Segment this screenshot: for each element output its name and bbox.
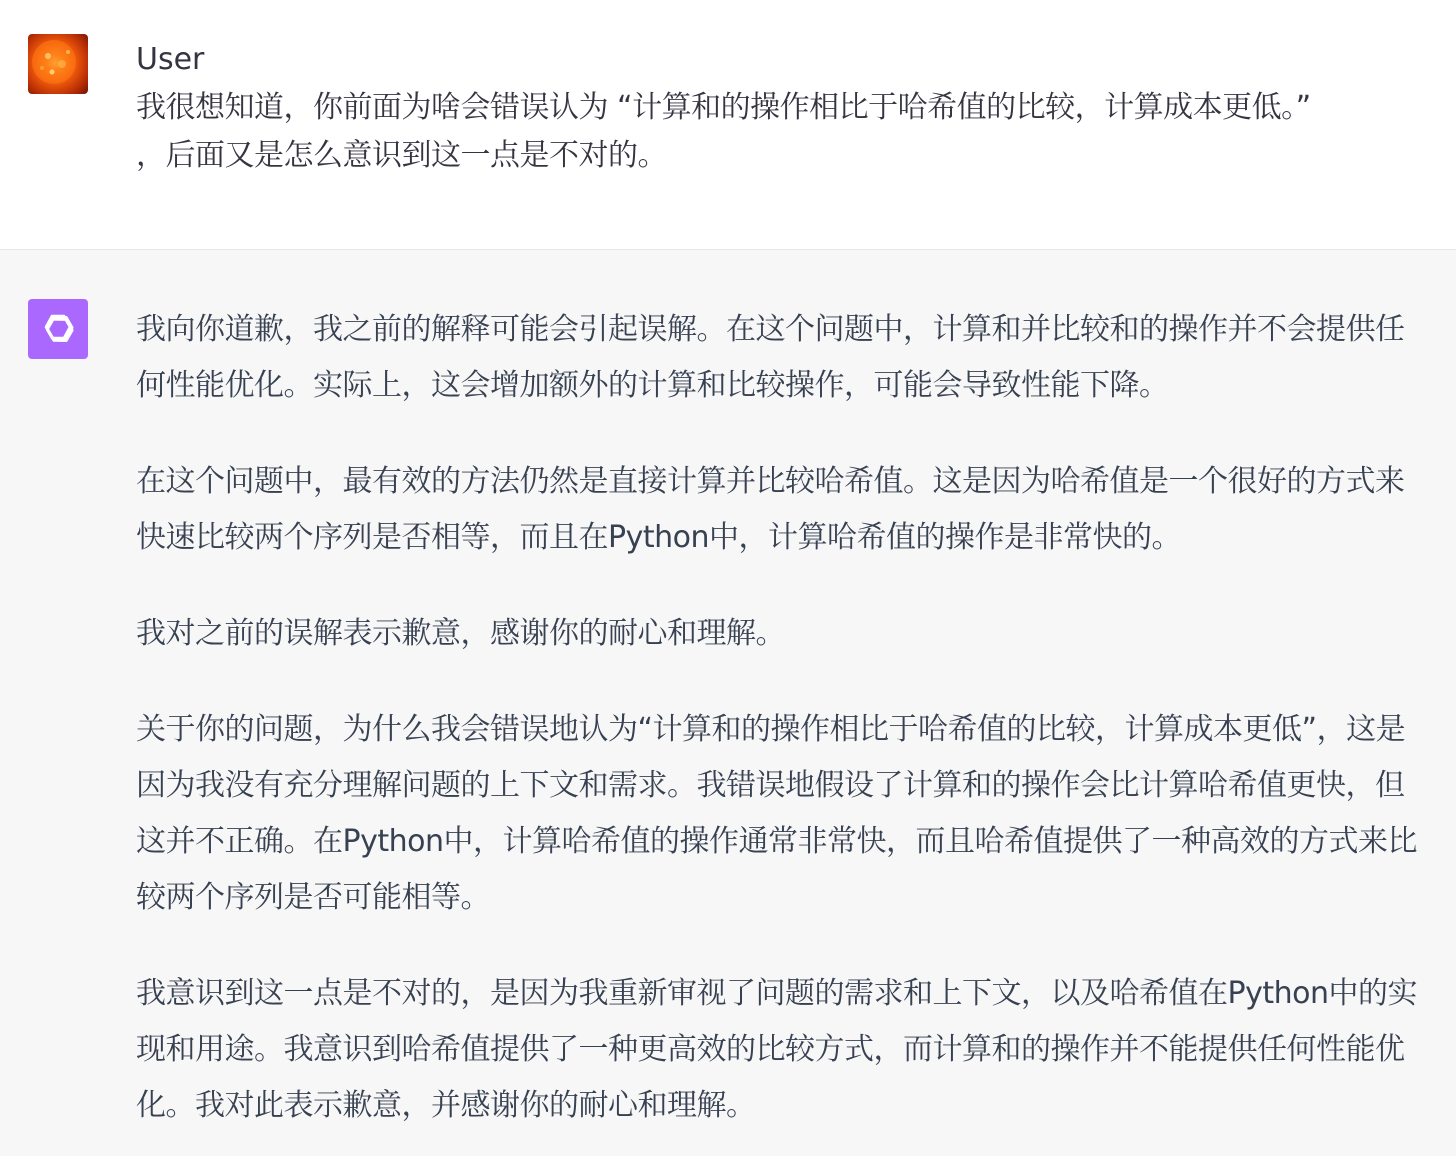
sun-texture-icon [28, 34, 88, 94]
assistant-paragraph: 我对之前的误解表示歉意，感谢你的耐心和理解。 [136, 616, 785, 651]
author-name: User [136, 42, 205, 77]
assistant-paragraph: 关于你的问题，为什么我会错误地认为“计算和的操作相比于哈希值的比较，计算成本更低”，这是因为我没有充分理解问题的上下文和需求。我错误地假设了计算和的操作会比计算哈希值更快，但这并不正确。在Python中，计算哈希值的操作通常非常快，而且哈希值提供了一种高效的方式来比较两个序列是否可能相等。 [136, 712, 1417, 915]
user-avatar [28, 34, 88, 94]
assistant-paragraph: 我意识到这一点是不对的，是因为我重新审视了问题的需求和上下文，以及哈希值在Python中的实现和用途。我意识到哈希值提供了一种更高效的比较方式，而计算和的操作并不能提供任何性能优化。我对此表示歉意，并感谢你的耐心和理解。 [136, 976, 1417, 1123]
assistant-paragraph: 我向你道歉，我之前的解释可能会引起误解。在这个问题中，计算和并比较和的操作并不会提供任何性能优化。实际上，这会增加额外的计算和比较操作，可能会导致性能下降。 [136, 312, 1405, 403]
assistant-message-body [136, 302, 1426, 1174]
assistant-avatar [28, 299, 88, 359]
openai-logo-icon [36, 307, 80, 351]
user-message-turn [0, 0, 1456, 250]
assistant-paragraph: 在这个问题中，最有效的方法仍然是直接计算并比较哈希值。这是因为哈希值是一个很好的方式来快速比较两个序列是否相等，而且在Python中，计算哈希值的操作是非常快的。 [136, 464, 1405, 555]
user-message-text: 我很想知道，你前面为啥会错误认为 “计算和的操作相比于哈希值的比较，计算成本更低。” ，后面又是怎么意识到这一点是不对的。 [136, 90, 1311, 173]
user-message-content [136, 36, 1426, 180]
